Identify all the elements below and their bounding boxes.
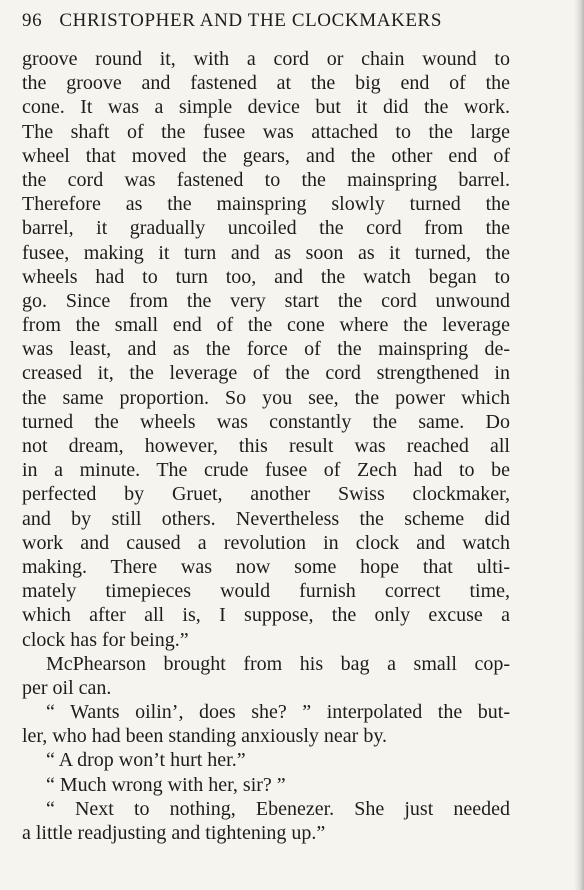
text-line: groove round it, with a cord or chain wound to bbox=[22, 48, 510, 70]
running-title: CHRISTOPHER AND THE CLOCKMAKERS bbox=[59, 10, 443, 31]
running-header bbox=[22, 10, 512, 38]
text-line: “ A drop won’t hurt her.” bbox=[46, 749, 246, 772]
body-text bbox=[22, 47, 510, 845]
text-line: from the small end of the cone where the leverage bbox=[22, 314, 510, 337]
text-line: per oil can. bbox=[22, 676, 112, 699]
text-line: which after all is, I suppose, the only excuse a bbox=[22, 604, 510, 627]
text-line: McPhearson brought from his bag a small cop- bbox=[46, 652, 510, 675]
text-line: The shaft of the fusee was attached to the large bbox=[22, 120, 510, 143]
text-line: Therefore as the mainspring slowly turned the bbox=[22, 193, 510, 216]
text-line: wheel that moved the gears, and the other end of bbox=[22, 144, 510, 167]
text-line: a little readjusting and tightening up.” bbox=[22, 822, 326, 844]
page-edge-shadow bbox=[574, 0, 584, 890]
text-line: making. There was now some hope that ulti- bbox=[22, 555, 510, 578]
text-line: barrel, it gradually uncoiled the cord from the bbox=[22, 217, 510, 240]
text-line: the cord was fastened to the mainspring barrel. bbox=[22, 168, 510, 191]
text-line: mately timepieces would furnish correct time, bbox=[22, 580, 510, 603]
text-line: “ Much wrong with her, sir? ” bbox=[46, 773, 286, 796]
page-number: 96 bbox=[22, 10, 43, 31]
text-line: the groove and fastened at the big end of the bbox=[22, 72, 510, 95]
text-line: and by still others. Nevertheless the scheme did bbox=[22, 507, 510, 530]
text-line: in a minute. The crude fusee of Zech had to be bbox=[22, 459, 510, 482]
text-line: fusee, making it turn and as soon as it turned, the bbox=[22, 241, 510, 264]
text-line: clock has for being.” bbox=[22, 628, 189, 651]
text-line: the same proportion. So you see, the power which bbox=[22, 386, 510, 409]
text-line: work and caused a revolution in clock and watch bbox=[22, 531, 510, 554]
text-line: cone. It was a simple device but it did the work. bbox=[22, 96, 510, 119]
text-line: go. Since from the very start the cord unwound bbox=[22, 289, 510, 312]
text-line: wheels had to turn too, and the watch began to bbox=[22, 265, 510, 288]
text-line: perfected by Gruet, another Swiss clockmaker, bbox=[22, 483, 510, 506]
text-line: not dream, however, this result was reached all bbox=[22, 435, 510, 457]
text-line: was least, and as the force of the mainspring de- bbox=[22, 338, 510, 361]
text-line: ler, who had been standing anxiously near by. bbox=[22, 725, 388, 748]
text-line: “ Wants oilin’, does she? ” interpolated the but- bbox=[46, 701, 510, 724]
text-line: creased it, the leverage of the cord strengthened in bbox=[22, 362, 510, 385]
text-line: turned the wheels was constantly the same. Do bbox=[22, 410, 510, 433]
text-line: “ Next to nothing, Ebenezer. She just needed bbox=[46, 797, 510, 820]
